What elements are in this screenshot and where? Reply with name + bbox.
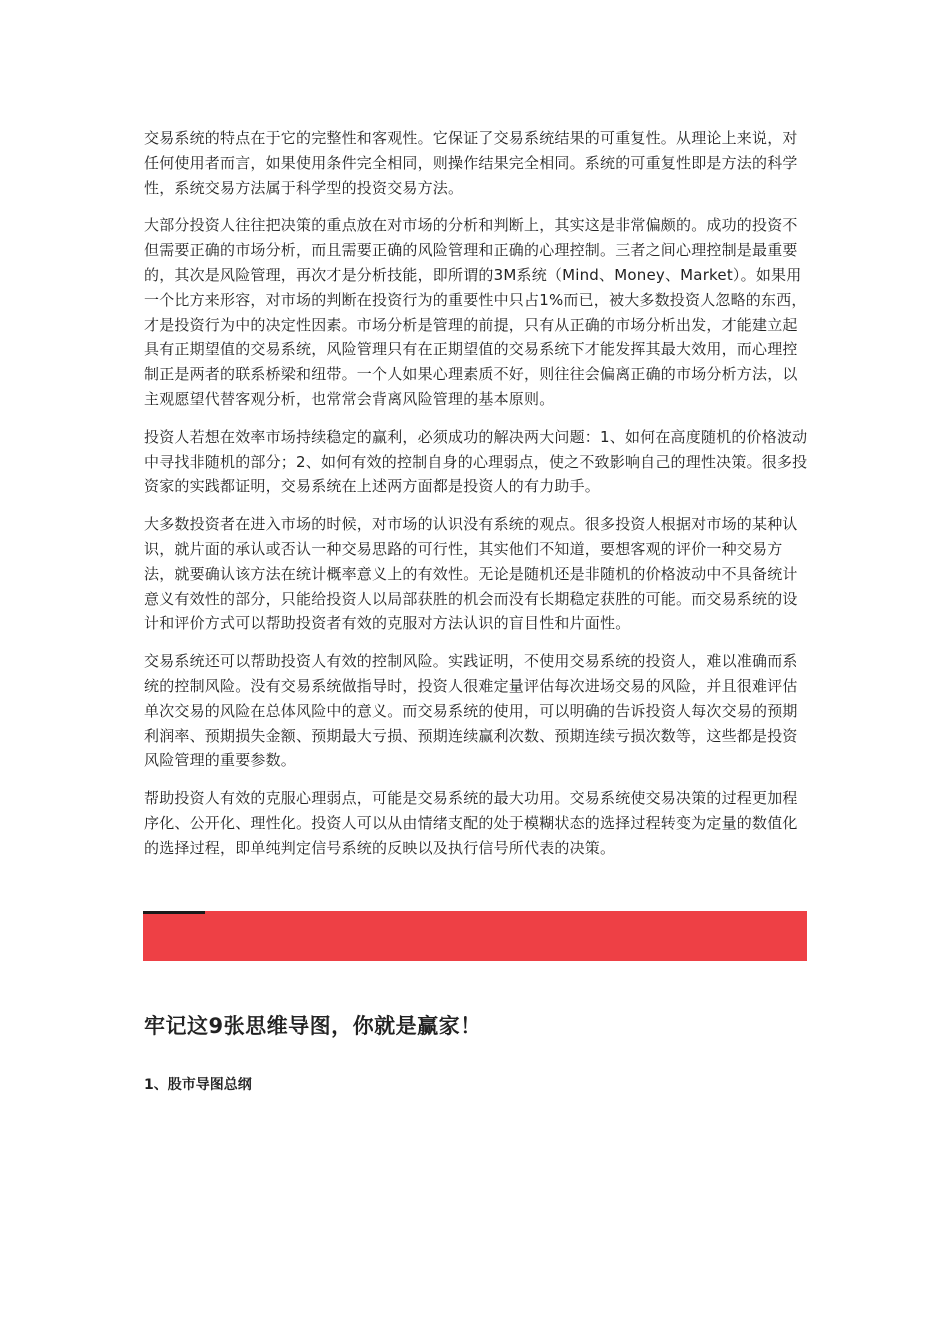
paragraph-3: 投资人若想在效率市场持续稳定的赢利，必须成功的解决两大问题：1、如何在高度随机的价格波动中寻找非随机的部分；2、如何有效的控制自身的心理弱点，使之不致影响自己的理性决策。很多投资家的实践都证明，交易系统在上述两方面都是投资人的有力助手。 (144, 427, 808, 496)
paragraph-5: 交易系统还可以帮助投资人有效的控制风险。实践证明，不使用交易系统的投资人，难以准确而系统的控制风险。没有交易系统做指导时，投资人很难定量评估每次进场交易的风险，并且很难评估单次交易的风险在总体风险中的意义。而交易系统的使用，可以明确的告诉投资人每次交易的预期利润率、预期损失金额、预期最大亏损、预期连续赢利次数、预期连续亏损次数等，这些都是投资风险管理的重要参数。 (144, 652, 798, 770)
sub-heading: 1、股市导图总纲 (144, 1077, 252, 1093)
paragraph-2: 大部分投资人往往把决策的重点放在对市场的分析和判断上，其实这是非常偏颇的。成功的投资不但需要正确的市场分析，而且需要正确的风险管理和正确的心理控制。三者之间心理控制是最重要的，其次是风险管理，再次才是分析技能，即所谓的3M系统（Mind、Money、Market）。如果用一个比方来形容，对市场的判断在投资行为的重要性中只占1%而已，被大多数投资人忽略的东西，才是投资行为中的决定性因素。市场分析是管理的前提，只有从正确的市场分析出发，才能建立起具有正期望值的交易系统，风险管理只有在正期望值的交易系统下才能发挥其最大效用，而心理控制正是两者的联系桥梁和纽带。一个人如果心理素质不好，则往往会偏离正确的市场分析方法，以主观愿望代替客观分析，也常常会背离风险管理的基本原则。 (144, 216, 807, 408)
paragraph-1: 交易系统的特点在于它的完整性和客观性。它保证了交易系统结果的可重复性。从理论上来说，对任何使用者而言，如果使用条件完全相同，则操作结果完全相同。系统的可重复性即是方法的科学性，系统交易方法属于科学型的投资交易方法。 (144, 129, 798, 197)
banner-accent-line (143, 911, 205, 914)
section-heading: 牢记这9张思维导图，你就是赢家！ (144, 1014, 482, 1038)
paragraph-6: 帮助投资人有效的克服心理弱点，可能是交易系统的最大功用。交易系统使交易决策的过程更加程序化、公开化、理性化。投资人可以从由情绪支配的处于模糊状态的选择过程转变为定量的数值化的选择过程，即单纯判定信号系统的反映以及执行信号所代表的决策。 (144, 789, 798, 857)
section-divider-banner (143, 911, 807, 961)
paragraph-4: 大多数投资者在进入市场的时候，对市场的认识没有系统的观点。很多投资人根据对市场的某种认识，就片面的承认或否认一种交易思路的可行性，其实他们不知道，要想客观的评价一种交易方法，就要确认该方法在统计概率意义上的有效性。无论是随机还是非随机的价格波动中不具备统计意义有效性的部分，只能给投资人以局部获胜的机会而没有长期稳定获胜的可能。而交易系统的设计和评价方式可以帮助投资者有效的克服对方法认识的盲目性和片面性。 (144, 515, 798, 633)
article-body (144, 126, 812, 874)
